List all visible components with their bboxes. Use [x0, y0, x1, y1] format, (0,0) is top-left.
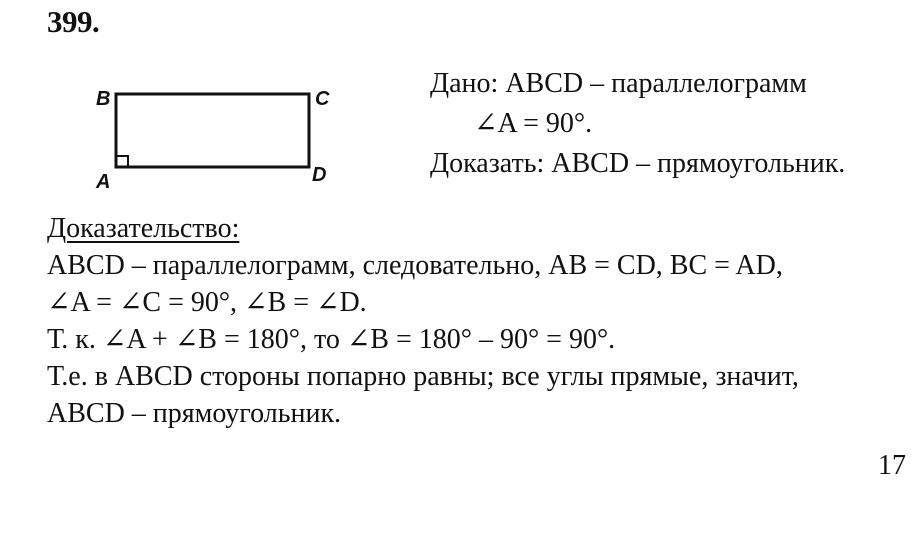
proof-heading: Доказательство:	[47, 213, 240, 244]
proof-line-3: Т. к. ∠A + ∠B = 180°, то ∠B = 180° – 90° = 90°.	[47, 324, 616, 355]
rectangle-figure	[92, 76, 352, 196]
given-angle: ∠A = 90°.	[474, 108, 593, 139]
proof-line-1: ABCD – параллелограмм, следовательно, AB = CD, BC = AD,	[47, 250, 783, 281]
proof-line-4: Т.е. в ABCD стороны попарно равны; все углы прямые, значит,	[47, 361, 799, 392]
vertex-label-a: A	[96, 171, 111, 193]
proof-block	[47, 210, 799, 432]
vertex-label-d: D	[312, 164, 327, 186]
page-number: 17	[878, 450, 906, 481]
rectangle-abcd	[116, 94, 309, 167]
proof-line-2: ∠A = ∠C = 90°, ∠B = ∠D.	[47, 287, 367, 318]
right-angle-mark	[116, 156, 128, 167]
vertex-label-c: C	[315, 88, 330, 110]
proof-line-5: ABCD – прямоугольник.	[47, 398, 342, 429]
given-statement: Дано: ABCD – параллелограмм	[430, 68, 807, 99]
vertex-label-b: B	[96, 88, 111, 110]
given-block	[430, 64, 845, 184]
prove-statement: Доказать: ABCD – прямоугольник.	[430, 148, 846, 179]
problem-number: 399.	[47, 4, 100, 39]
